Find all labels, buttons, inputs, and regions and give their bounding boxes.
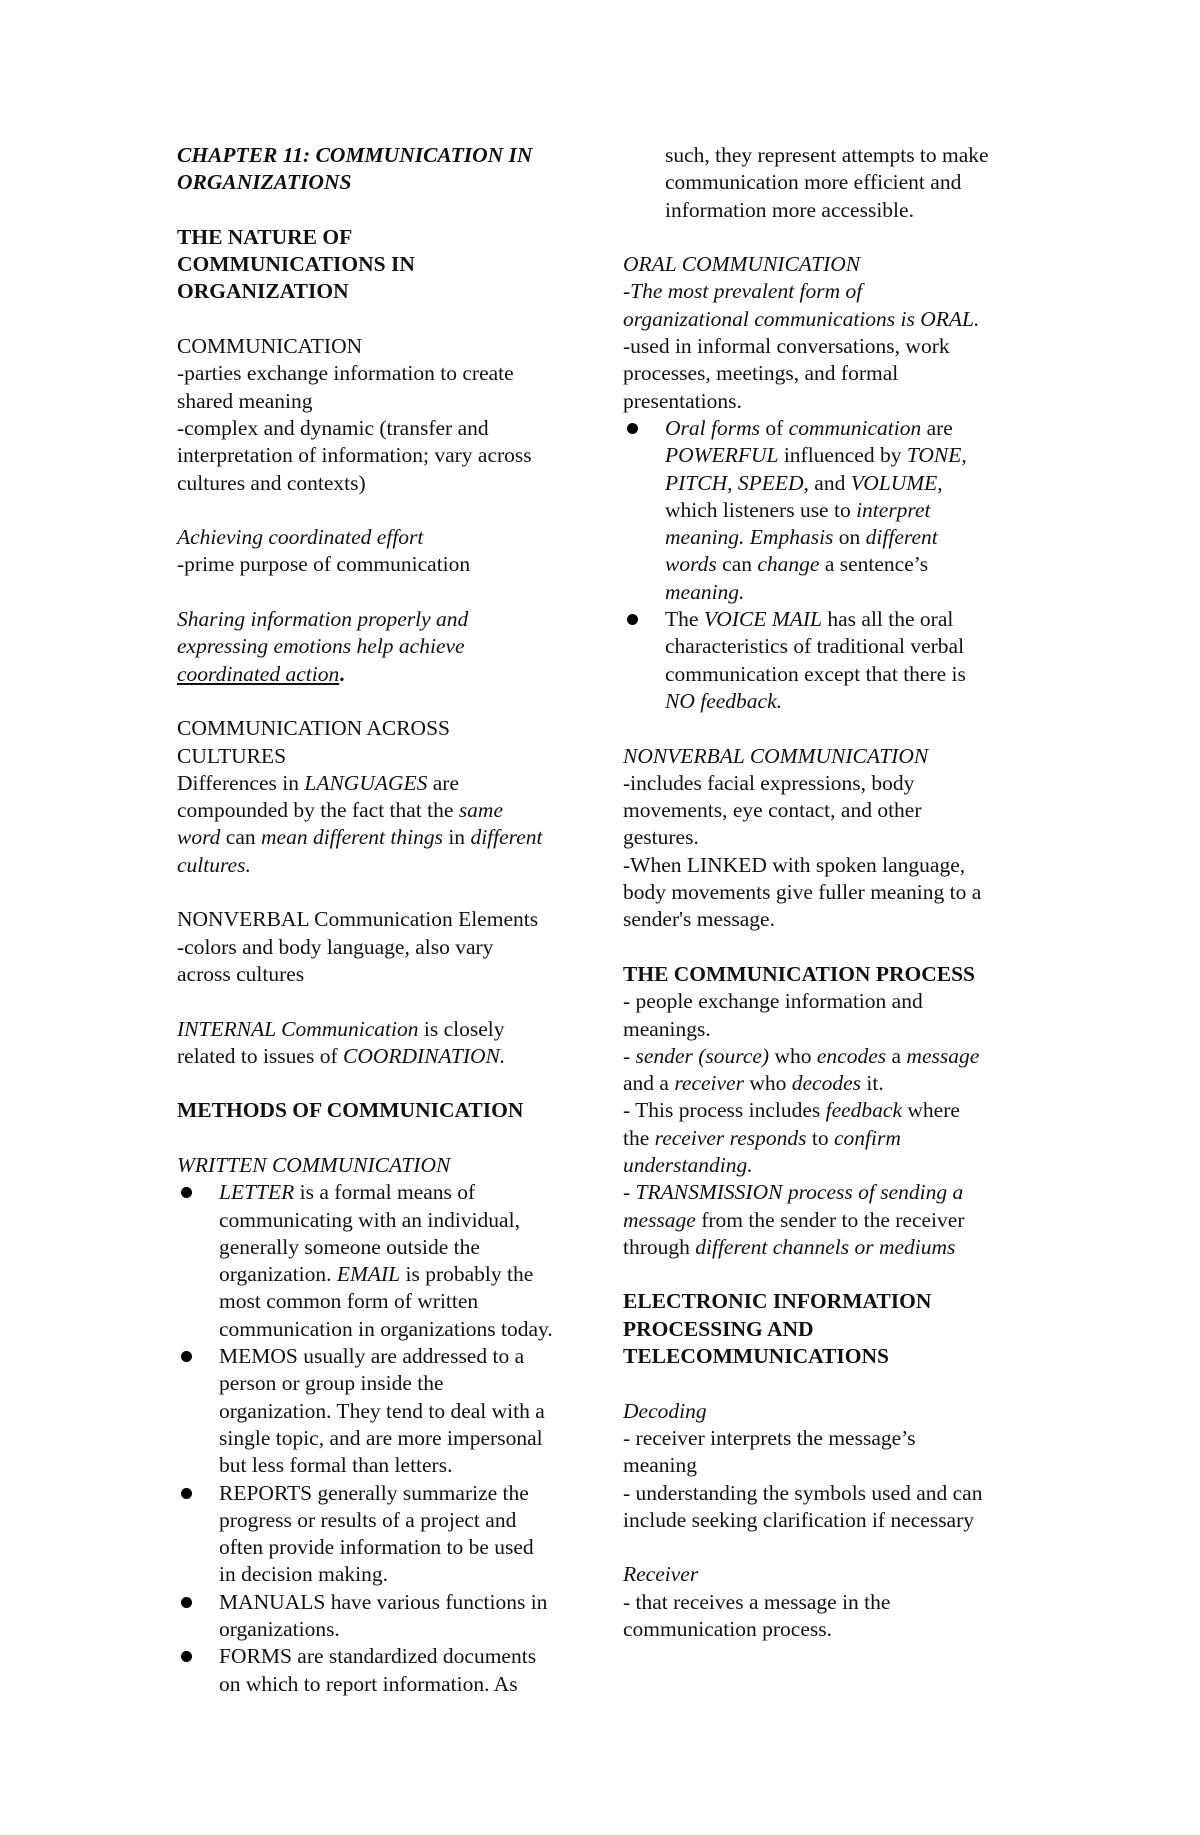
text-fragment: and — [808, 470, 851, 495]
nature-heading — [177, 224, 597, 306]
bullet-icon — [181, 1651, 192, 1662]
text-fragment: change — [757, 552, 820, 577]
text-fragment: VOICE MAIL — [703, 607, 822, 632]
text-line: cultures and contexts) — [177, 470, 366, 495]
text-fragment: VOLUME, — [850, 470, 943, 495]
right-column — [623, 142, 1043, 1643]
written-list — [177, 1179, 597, 1698]
text-fragment: same — [458, 798, 503, 823]
text-fragment: LANGUAGES — [304, 770, 428, 795]
text-line: processes, meetings, and formal — [623, 361, 899, 386]
bullet-icon — [181, 1351, 192, 1362]
text-line: information more accessible. — [665, 197, 914, 222]
achieving-section — [177, 524, 597, 579]
text-line: -parties exchange information to create — [177, 361, 514, 386]
chapter-title-line: CHAPTER 11: COMMUNICATION IN — [177, 143, 533, 167]
text-fragment: encodes — [816, 1043, 887, 1068]
list-item — [177, 1343, 597, 1479]
chapter-title — [177, 142, 597, 197]
text-line: but less formal than letters. — [219, 1453, 453, 1478]
text-line: such, they represent attempts to make — [665, 143, 989, 167]
text-line: -includes facial expressions, body — [623, 770, 915, 795]
nonverbal-section — [623, 743, 1043, 934]
section-heading: Achieving coordinated effort — [177, 525, 424, 550]
text-fragment: from the sender to the receiver — [695, 1207, 965, 1232]
decoding-section — [623, 1398, 1043, 1534]
nature-heading-line: COMMUNICATIONS IN — [177, 252, 415, 277]
section-heading: CULTURES — [177, 743, 287, 768]
text-fragment: is a formal means of — [294, 1180, 476, 1205]
text-fragment: who — [743, 1071, 792, 1096]
text-line: -prime purpose of communication — [177, 552, 471, 577]
text-fragment: - — [623, 1180, 636, 1205]
text-line: meaning — [623, 1453, 698, 1478]
nature-heading-line: THE NATURE OF — [177, 224, 353, 249]
text-line: expressing emotions help achieve — [177, 634, 465, 659]
text-fragment: feedback — [825, 1098, 903, 1123]
text-line: meanings. — [623, 1016, 711, 1041]
text-fragment: LETTER — [219, 1180, 295, 1205]
text-fragment: organization. — [219, 1262, 337, 1287]
text-line: -complex and dynamic (transfer and — [177, 415, 489, 440]
list-item — [177, 1643, 597, 1698]
text-fragment: interpret — [856, 497, 931, 522]
text-line: movements, eye contact, and other — [623, 798, 922, 823]
section-heading: PROCESSING AND — [623, 1316, 814, 1341]
list-item — [177, 1589, 597, 1644]
communication-section — [177, 333, 597, 497]
sharing-section — [177, 606, 597, 688]
text-fragment: a sentence’s — [819, 552, 929, 577]
text-line: organizations. — [219, 1617, 340, 1642]
text-line: communicating with an individual, — [219, 1207, 520, 1232]
text-line: person or group inside the — [219, 1371, 444, 1396]
text-line: interpretation of information; vary across — [177, 443, 532, 468]
text-line: progress or results of a project and — [219, 1507, 517, 1532]
text-line: on which to report information. As — [219, 1671, 518, 1696]
text-line: MEMOS usually are addressed to a — [219, 1344, 525, 1369]
text-line: shared meaning — [177, 388, 313, 413]
forms-continued — [623, 142, 1043, 224]
text-line: communication except that there is — [665, 661, 966, 686]
bullet-icon — [627, 423, 638, 434]
text-line: -used in informal conversations, work — [623, 334, 950, 359]
section-heading: TELECOMMUNICATIONS — [623, 1344, 889, 1369]
oral-list — [623, 415, 1043, 715]
text-line: - receiver interprets the message’s — [623, 1425, 916, 1450]
text-fragment: INTERNAL Communication — [177, 1016, 419, 1041]
left-column — [177, 142, 597, 1698]
text-fragment: can — [220, 825, 262, 850]
section-heading: WRITTEN COMMUNICATION — [177, 1152, 451, 1177]
cultures-section — [177, 715, 597, 879]
section-heading: THE COMMUNICATION PROCESS — [623, 961, 975, 986]
text-fragment: communication — [788, 415, 922, 440]
section-heading: METHODS OF COMMUNICATION — [177, 1098, 524, 1123]
section-heading: ORAL COMMUNICATION — [623, 252, 861, 277]
text-fragment: is probably the — [400, 1262, 534, 1287]
text-fragment: to — [806, 1125, 834, 1150]
text-fragment: POWERFUL — [665, 443, 779, 468]
text-fragment: where — [902, 1098, 960, 1123]
receiver-section — [623, 1561, 1043, 1643]
text-line: cultures. — [177, 852, 251, 877]
text-fragment: TONE, — [906, 443, 967, 468]
text-line: NONVERBAL Communication Elements — [177, 907, 539, 932]
section-heading: Receiver — [623, 1562, 699, 1587]
text-fragment: different — [865, 525, 938, 550]
text-fragment: are — [427, 770, 460, 795]
text-fragment: COORDINATION. — [343, 1043, 506, 1068]
bullet-icon — [181, 1488, 192, 1499]
list-item — [623, 606, 1043, 715]
text-fragment: Differences in — [177, 770, 305, 795]
text-line: communication in organizations today. — [219, 1316, 553, 1341]
text-line: FORMS are standardized documents — [219, 1644, 537, 1669]
text-fragment: receiver — [674, 1071, 744, 1096]
text-fragment: - — [623, 1043, 636, 1068]
text-line: body movements give fuller meaning to a — [623, 880, 982, 905]
nature-heading-line: ORGANIZATION — [177, 279, 349, 304]
section-heading: COMMUNICATION ACROSS — [177, 716, 450, 741]
text-fragment: through — [623, 1234, 696, 1259]
underlined-phrase: coordinated action — [177, 661, 340, 686]
text-fragment: mean different things — [261, 825, 443, 850]
text-line: organizational communications is ORAL. — [623, 306, 980, 331]
methods-heading — [177, 1097, 597, 1124]
section-heading: Decoding — [623, 1398, 707, 1423]
text-fragment: the — [623, 1125, 655, 1150]
process-section — [623, 961, 1043, 1261]
list-item — [177, 1179, 597, 1343]
text-fragment: is closely — [418, 1016, 505, 1041]
text-line: -colors and body language, also vary — [177, 934, 494, 959]
text-line: Sharing information properly and — [177, 607, 469, 632]
text-line: -The most prevalent form of — [623, 279, 863, 304]
text-fragment: message — [906, 1043, 980, 1068]
list-item — [623, 415, 1043, 606]
text-fragment: has all the oral — [822, 607, 954, 632]
text-fragment: decodes — [791, 1071, 861, 1096]
text-line: REPORTS generally summarize the — [219, 1480, 529, 1505]
text-fragment: confirm — [833, 1125, 901, 1150]
text-fragment: message — [623, 1207, 696, 1232]
text-fragment: - This process includes — [623, 1098, 826, 1123]
text-line: communication more efficient and — [665, 170, 962, 195]
text-line: -When LINKED with spoken language, — [623, 852, 966, 877]
text-fragment: different channels or mediums — [695, 1234, 956, 1259]
text-line: in decision making. — [219, 1562, 388, 1587]
text-fragment: and a — [623, 1071, 675, 1096]
nonverbal-elements-section — [177, 906, 597, 988]
text-fragment: word — [177, 825, 221, 850]
text-line: single topic, and are more impersonal — [219, 1425, 543, 1450]
section-heading: NONVERBAL COMMUNICATION — [623, 743, 929, 768]
text-line: meaning. — [665, 579, 745, 604]
text-fragment: it. — [861, 1071, 884, 1096]
text-line: - understanding the symbols used and can — [623, 1480, 983, 1505]
text-line: - people exchange information and — [623, 989, 923, 1014]
text-fragment: compounded by the fact that the — [177, 798, 459, 823]
text-fragment: different — [470, 825, 543, 850]
text-fragment: who — [769, 1043, 817, 1068]
text-fragment: TRANSMISSION process of sending a — [635, 1180, 964, 1205]
written-section — [177, 1152, 597, 1698]
text-line: most common form of written — [219, 1289, 479, 1314]
oral-list-block — [623, 415, 1043, 715]
text-line: gestures. — [623, 825, 699, 850]
text-line: across cultures — [177, 961, 305, 986]
text-fragment: The — [665, 607, 704, 632]
text-fragment: meaning. Emphasis — [665, 525, 834, 550]
bullet-icon — [181, 1597, 192, 1608]
text-fragment: a — [886, 1043, 907, 1068]
text-line: characteristics of traditional verbal — [665, 634, 965, 659]
text-fragment: can — [716, 552, 758, 577]
text-line: - that receives a message in the — [623, 1589, 891, 1614]
text-fragment: sender (source) — [635, 1043, 770, 1068]
text-line: often provide information to be used — [219, 1535, 534, 1560]
text-line: MANUALS have various functions in — [219, 1589, 548, 1614]
text-fragment: in — [442, 825, 471, 850]
text-fragment: which listeners use to — [665, 497, 857, 522]
text-line: understanding. — [623, 1152, 753, 1177]
text-fragment: related to issues of — [177, 1043, 343, 1068]
text-fragment: PITCH, SPEED, — [665, 470, 809, 495]
text-fragment: receiver responds — [654, 1125, 807, 1150]
internal-section — [177, 1016, 597, 1071]
text-line: communication process. — [623, 1617, 832, 1642]
text-fragment: are — [921, 415, 953, 440]
text-line: generally someone outside the — [219, 1234, 480, 1259]
text-fragment: on — [833, 525, 866, 550]
text-fragment: . — [339, 661, 345, 686]
text-line: include seeking clarification if necessary — [623, 1507, 975, 1532]
text-line: sender's message. — [623, 907, 775, 932]
text-line: presentations. — [623, 388, 742, 413]
text-fragment: EMAIL — [336, 1262, 401, 1287]
text-fragment: of — [759, 415, 789, 440]
text-fragment: words — [665, 552, 717, 577]
section-heading: ELECTRONIC INFORMATION — [623, 1289, 932, 1314]
text-line: NO feedback. — [665, 688, 783, 713]
chapter-title-line: ORGANIZATIONS — [177, 170, 352, 195]
section-heading: COMMUNICATION — [177, 334, 363, 359]
bullet-icon — [627, 614, 638, 625]
text-fragment: influenced by — [778, 443, 907, 468]
list-item — [177, 1480, 597, 1589]
electronic-heading — [623, 1288, 1043, 1370]
text-line: organization. They tend to deal with a — [219, 1398, 545, 1423]
text-fragment: Oral forms — [665, 415, 760, 440]
oral-section — [623, 251, 1043, 415]
bullet-icon — [181, 1187, 192, 1198]
